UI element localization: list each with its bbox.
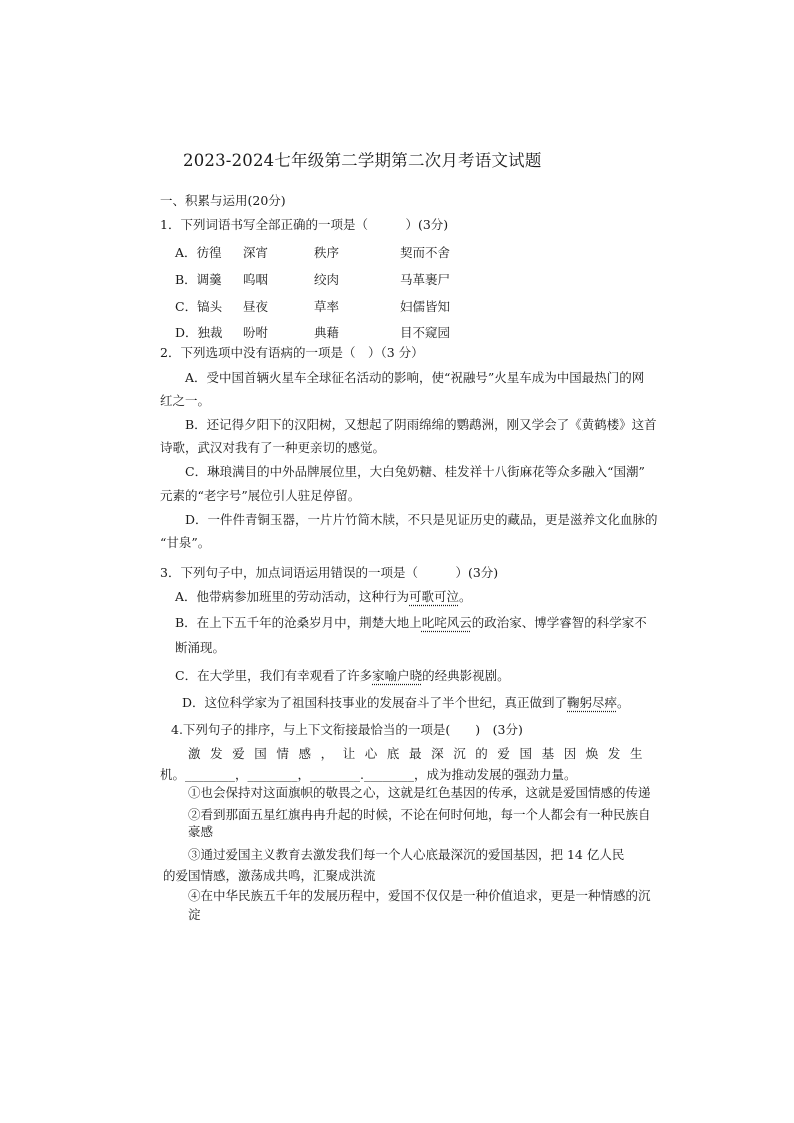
q2-option-d-line1: D．一件件青铜玉器，一片片竹简木牍，不只是见证历史的藏品，更是滋养文化血脉的 (185, 512, 658, 527)
q1-option-b-word3: 绞肉 (314, 272, 340, 287)
q2-option-a-line2: 红之一。 (160, 393, 211, 408)
q3-option-a (175, 589, 472, 605)
q1-option-b-word2: 呜咽 (243, 272, 269, 287)
q1-option-c-label: C．镐头 (175, 299, 223, 314)
q4-sentence-2-line2: 豪感 (188, 824, 214, 839)
q1-option-a-word2: 深宵 (243, 245, 269, 260)
q1-option-d-word2: 吩咐 (243, 325, 269, 340)
q1-option-d-word4: 目不窥园 (400, 325, 451, 340)
section-heading: 一、积累与运用(20分) (160, 193, 286, 208)
q2-option-d-line2: “甘泉”。 (160, 535, 211, 550)
q1-option-d-word3: 典藉 (314, 325, 340, 340)
q4-stem: 4.下列句子的排序，与上下文衔接最恰当的一项是( ) (3分) (171, 722, 523, 737)
q3-option-c-dotted-word: 家喻户晓 (372, 668, 423, 683)
q1-option-c-word4: 妇儒皆知 (400, 299, 451, 314)
q3-option-b-dotted-word: 叱咤风云 (421, 615, 472, 630)
q1-option-b-word4: 马革裹尸 (400, 272, 451, 287)
q4-sentence-4-line2: 淀 (188, 907, 201, 922)
q3-option-d (182, 695, 630, 711)
q2-option-c-line2: 元素的“老字号”展位引人驻足停留。 (160, 488, 361, 503)
q1-stem: 1．下列词语书写全部正确的一项是（ ）(3分) (160, 217, 449, 232)
q1-option-a-word4: 契而不舍 (400, 245, 451, 260)
q3-option-b-line2: 断涌现。 (175, 640, 226, 655)
q1-option-a-word3: 秩序 (314, 245, 340, 260)
q1-option-a-label: A．彷徨 (175, 245, 222, 260)
q3-option-a-end: 。 (459, 589, 472, 604)
q3-option-c (175, 668, 510, 684)
q1-option-b-label: B．调羹 (175, 272, 222, 287)
q3-option-d-end: 。 (617, 695, 630, 710)
q3-option-b-text: B．在上下五千年的沧桑岁月中，荆楚大地上 (175, 615, 422, 630)
q2-option-b-line2: 诗歌，武汉对我有了一种更亲切的感觉。 (160, 440, 386, 455)
q1-option-c-word3: 草率 (314, 299, 340, 314)
q4-sentence-3-line2: 的爱国情感，激荡成共鸣，汇聚成洪流 (163, 868, 376, 883)
q3-option-c-text: C．在大学里，我们有幸观看了许多 (175, 668, 373, 683)
q3-option-b-end: 的政治家、博学睿智的科学家不 (471, 615, 647, 630)
q2-option-a-line1: A．受中国首辆火星车全球征名活动的影响，使“祝融号”火星车成为中国最热门的网 (185, 370, 645, 385)
q2-option-b-line1: B．还记得夕阳下的汉阳树，又想起了阴雨绵绵的鹦鹉洲，刚又学会了《黄鹤楼》这首 (185, 417, 657, 432)
q1-option-d-label: D．独裁 (175, 325, 223, 340)
q3-option-a-text: A．他带病参加班里的劳动活动，这种行为 (175, 589, 410, 604)
q3-option-d-text: D．这位科学家为了祖国科技事业的发展奋斗了半个世纪，真正做到了 (182, 695, 568, 710)
q3-option-b (175, 615, 647, 631)
q3-option-d-dotted-word: 鞠躬尽瘁 (567, 695, 618, 710)
q4-sentence-2-line1: ②看到那面五星红旗冉冉升起的时候，不论在何时何地，每一个人都会有一种民族自 (188, 807, 651, 822)
exam-title: 2023-2024七年级第二学期第二次月考语文试题 (183, 151, 542, 170)
q2-stem: 2．下列选项中没有语病的一项是（ ）（3 分） (160, 345, 424, 360)
q4-sentence-3-line1: ③通过爱国主义教育去激发我们每一个人心底最深沉的爱国基因，把 14 亿人民 (188, 847, 625, 862)
q4-intro-line1: 激发爱国情感，让心底最深沉的爱国基因焕发生 (188, 746, 653, 761)
q2-option-c-line1: C．琳琅满目的中外品牌展位里，大白兔奶糖、桂发祥十八街麻花等众多融入“国潮” (185, 464, 645, 479)
q4-sentence-1: ①也会保持对这面旗帜的敬畏之心，这就是红色基因的传承，这就是爱国情感的传递 (188, 785, 651, 800)
q3-stem: 3．下列句子中，加点词语运用错误的一项是（ ）(3分) (160, 565, 499, 580)
q3-option-a-dotted-word: 可歌可泣 (409, 589, 460, 604)
q3-option-c-end: 的经典影视剧。 (422, 668, 510, 683)
q4-sentence-4-line1: ④在中华民族五千年的发展历程中，爱国不仅仅是一种价值追求，更是一种情感的沉 (188, 888, 651, 903)
q1-option-c-word2: 昼夜 (243, 299, 269, 314)
q4-intro-line2: 机。________，________，________.________，成为推动发展的强劲力量。 (160, 767, 577, 782)
